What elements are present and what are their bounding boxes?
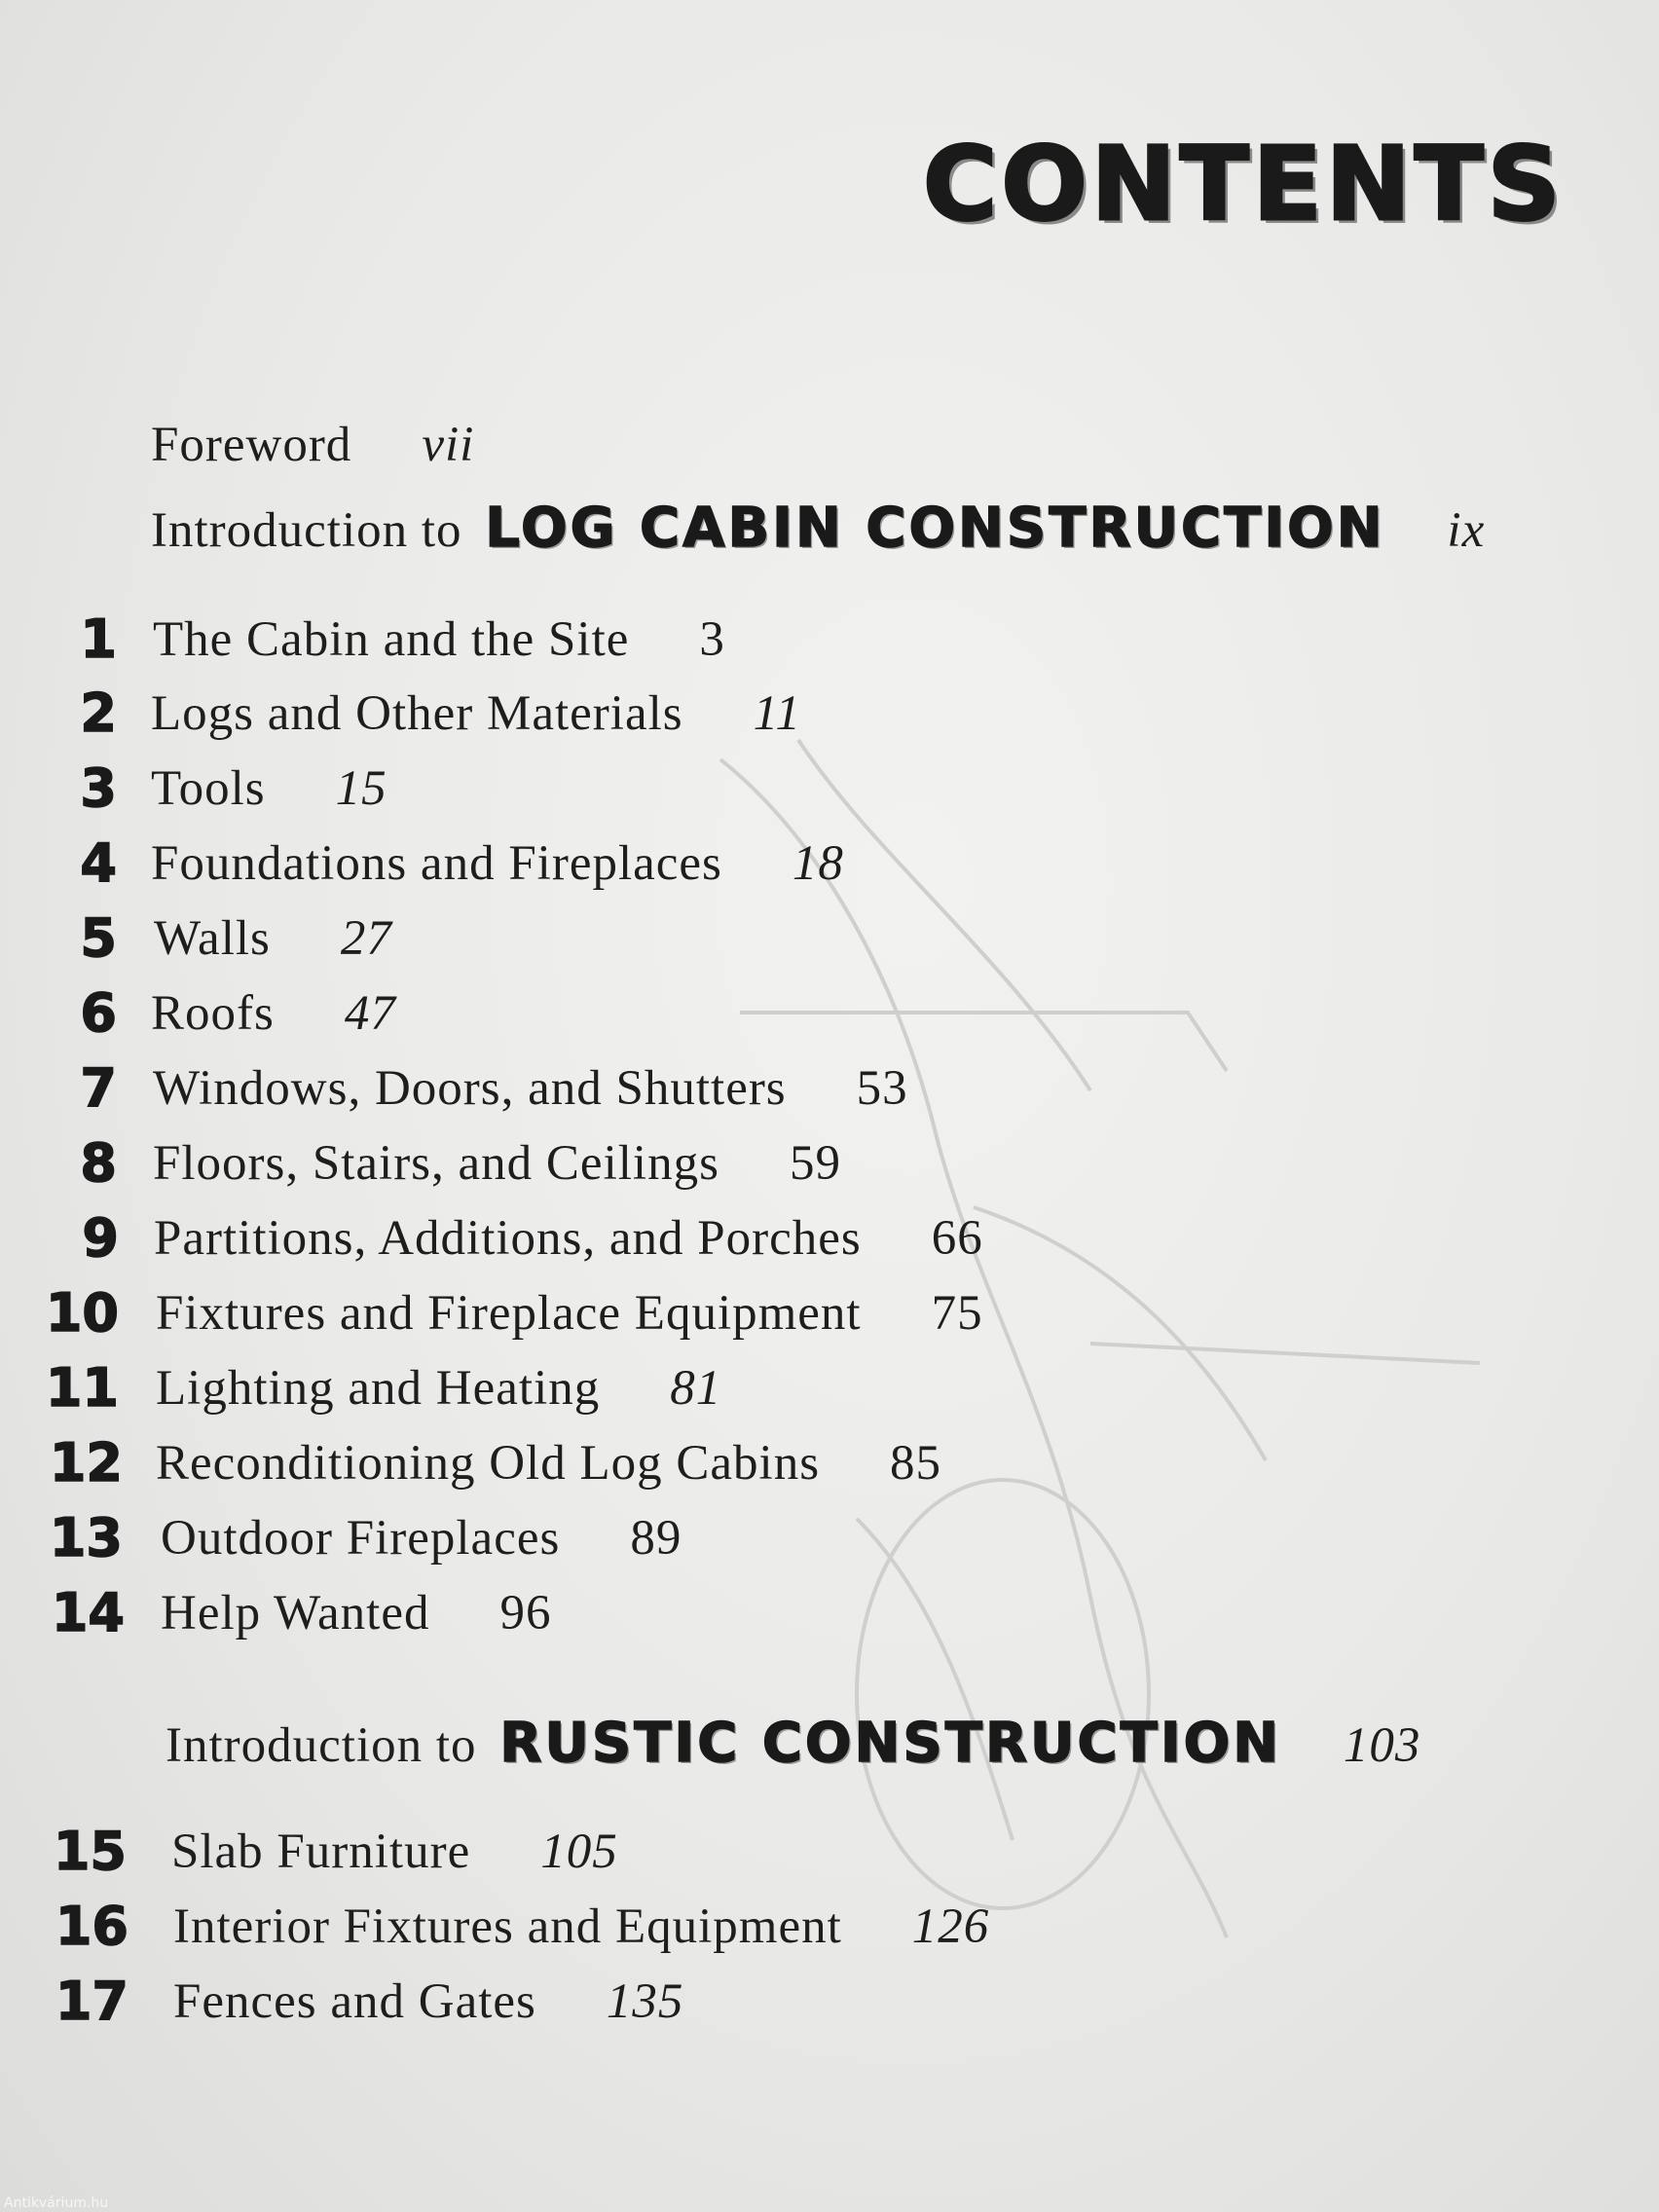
chapter-number: 4 bbox=[80, 832, 117, 894]
chapter-entry[interactable] bbox=[156, 1285, 983, 1342]
chapter-number: 2 bbox=[80, 682, 117, 744]
chapter-title: Roofs bbox=[151, 986, 275, 1041]
chapter-entry[interactable] bbox=[153, 1135, 841, 1192]
chapter-number: 5 bbox=[80, 907, 117, 969]
watermark: Antikvárium.hu bbox=[4, 2195, 109, 2211]
chapter-entry[interactable] bbox=[156, 1360, 721, 1417]
chapter-page: 96 bbox=[499, 1586, 552, 1641]
chapter-page: 53 bbox=[856, 1061, 908, 1116]
chapter-number: 8 bbox=[80, 1132, 117, 1194]
chapter-title: Help Wanted bbox=[161, 1586, 430, 1641]
chapter-page: 85 bbox=[890, 1436, 942, 1491]
chapter-number: 11 bbox=[45, 1357, 119, 1419]
chapter-title: Reconditioning Old Log Cabins bbox=[156, 1436, 821, 1491]
chapter-number: 9 bbox=[82, 1207, 119, 1269]
chapter-entry[interactable] bbox=[151, 835, 844, 892]
section-intro-log-cabin[interactable] bbox=[151, 497, 1485, 560]
chapter-entry[interactable] bbox=[156, 1435, 941, 1492]
chapter-entry[interactable] bbox=[171, 1824, 618, 1880]
chapter-title: Interior Fixtures and Equipment bbox=[173, 1899, 842, 1954]
chapter-title: Outdoor Fireplaces bbox=[161, 1511, 561, 1566]
chapter-entry[interactable] bbox=[173, 1899, 989, 1955]
chapter-title: Fences and Gates bbox=[173, 1974, 536, 2029]
chapter-title: Slab Furniture bbox=[171, 1825, 471, 1879]
foreword-entry[interactable] bbox=[151, 417, 474, 473]
chapter-entry[interactable] bbox=[154, 1210, 983, 1267]
chapter-title: Logs and Other Materials bbox=[151, 686, 683, 741]
chapter-page: 27 bbox=[340, 911, 392, 966]
chapter-page: 126 bbox=[911, 1899, 990, 1954]
chapter-number: 7 bbox=[80, 1057, 117, 1119]
chapter-number: 16 bbox=[55, 1896, 129, 1957]
chapter-number: 1 bbox=[80, 608, 117, 670]
section-page-rustic: 103 bbox=[1343, 1718, 1421, 1773]
chapter-title: Windows, Doors, and Shutters bbox=[153, 1061, 787, 1116]
chapter-number: 12 bbox=[49, 1432, 123, 1493]
chapter-title: Partitions, Additions, and Porches bbox=[154, 1211, 862, 1266]
section-page-log-cabin: ix bbox=[1447, 503, 1486, 558]
chapter-page: 47 bbox=[344, 986, 396, 1041]
chapter-number: 10 bbox=[45, 1282, 119, 1344]
chapter-number: 3 bbox=[80, 757, 117, 819]
chapter-title: Fixtures and Fireplace Equipment bbox=[156, 1286, 862, 1341]
chapter-page: 59 bbox=[789, 1136, 841, 1191]
chapter-number: 13 bbox=[49, 1507, 123, 1568]
chapter-entry[interactable] bbox=[153, 611, 725, 668]
foreword-label: Foreword bbox=[151, 418, 352, 472]
chapter-number: 15 bbox=[53, 1821, 127, 1882]
chapter-page: 105 bbox=[540, 1825, 618, 1879]
chapter-title: Floors, Stairs, and Ceilings bbox=[153, 1136, 719, 1191]
section-name-rustic: RUSTIC CONSTRUCTION bbox=[499, 1712, 1282, 1775]
chapter-entry[interactable] bbox=[151, 685, 801, 742]
chapter-page: 3 bbox=[699, 612, 725, 667]
chapter-title: The Cabin and the Site bbox=[153, 612, 630, 667]
chapter-page: 81 bbox=[670, 1361, 722, 1416]
chapter-title: Lighting and Heating bbox=[156, 1361, 601, 1416]
chapter-entry[interactable] bbox=[154, 910, 392, 967]
chapter-page: 75 bbox=[931, 1286, 983, 1341]
chapter-entry[interactable] bbox=[151, 760, 387, 817]
show-through-illustration bbox=[682, 720, 1558, 1986]
chapter-number: 6 bbox=[80, 982, 117, 1044]
chapter-number: 17 bbox=[55, 1971, 129, 2032]
chapter-entry[interactable] bbox=[161, 1510, 682, 1567]
chapter-entry[interactable] bbox=[151, 985, 396, 1042]
contents-heading: CONTENTS bbox=[923, 125, 1565, 243]
chapter-entry[interactable] bbox=[161, 1585, 551, 1641]
chapter-entry[interactable] bbox=[173, 1973, 683, 2030]
chapter-page: 89 bbox=[630, 1511, 682, 1566]
foreword-page: vii bbox=[422, 418, 475, 472]
chapter-title: Walls bbox=[154, 911, 271, 966]
chapter-page: 15 bbox=[335, 761, 387, 816]
chapter-title: Tools bbox=[151, 761, 266, 816]
section-name-log-cabin: LOG CABIN CONSTRUCTION bbox=[485, 497, 1385, 560]
chapter-page: 135 bbox=[606, 1974, 684, 2029]
section-intro-prefix: Introduction to bbox=[166, 1718, 477, 1773]
chapter-page: 66 bbox=[931, 1211, 983, 1266]
section-intro-rustic[interactable] bbox=[166, 1712, 1420, 1775]
chapter-title: Foundations and Fireplaces bbox=[151, 836, 722, 891]
chapter-page: 18 bbox=[792, 836, 844, 891]
chapter-number: 14 bbox=[51, 1582, 125, 1643]
chapter-page: 11 bbox=[753, 686, 801, 741]
chapter-entry[interactable] bbox=[153, 1060, 908, 1117]
section-intro-prefix: Introduction to bbox=[151, 503, 462, 558]
